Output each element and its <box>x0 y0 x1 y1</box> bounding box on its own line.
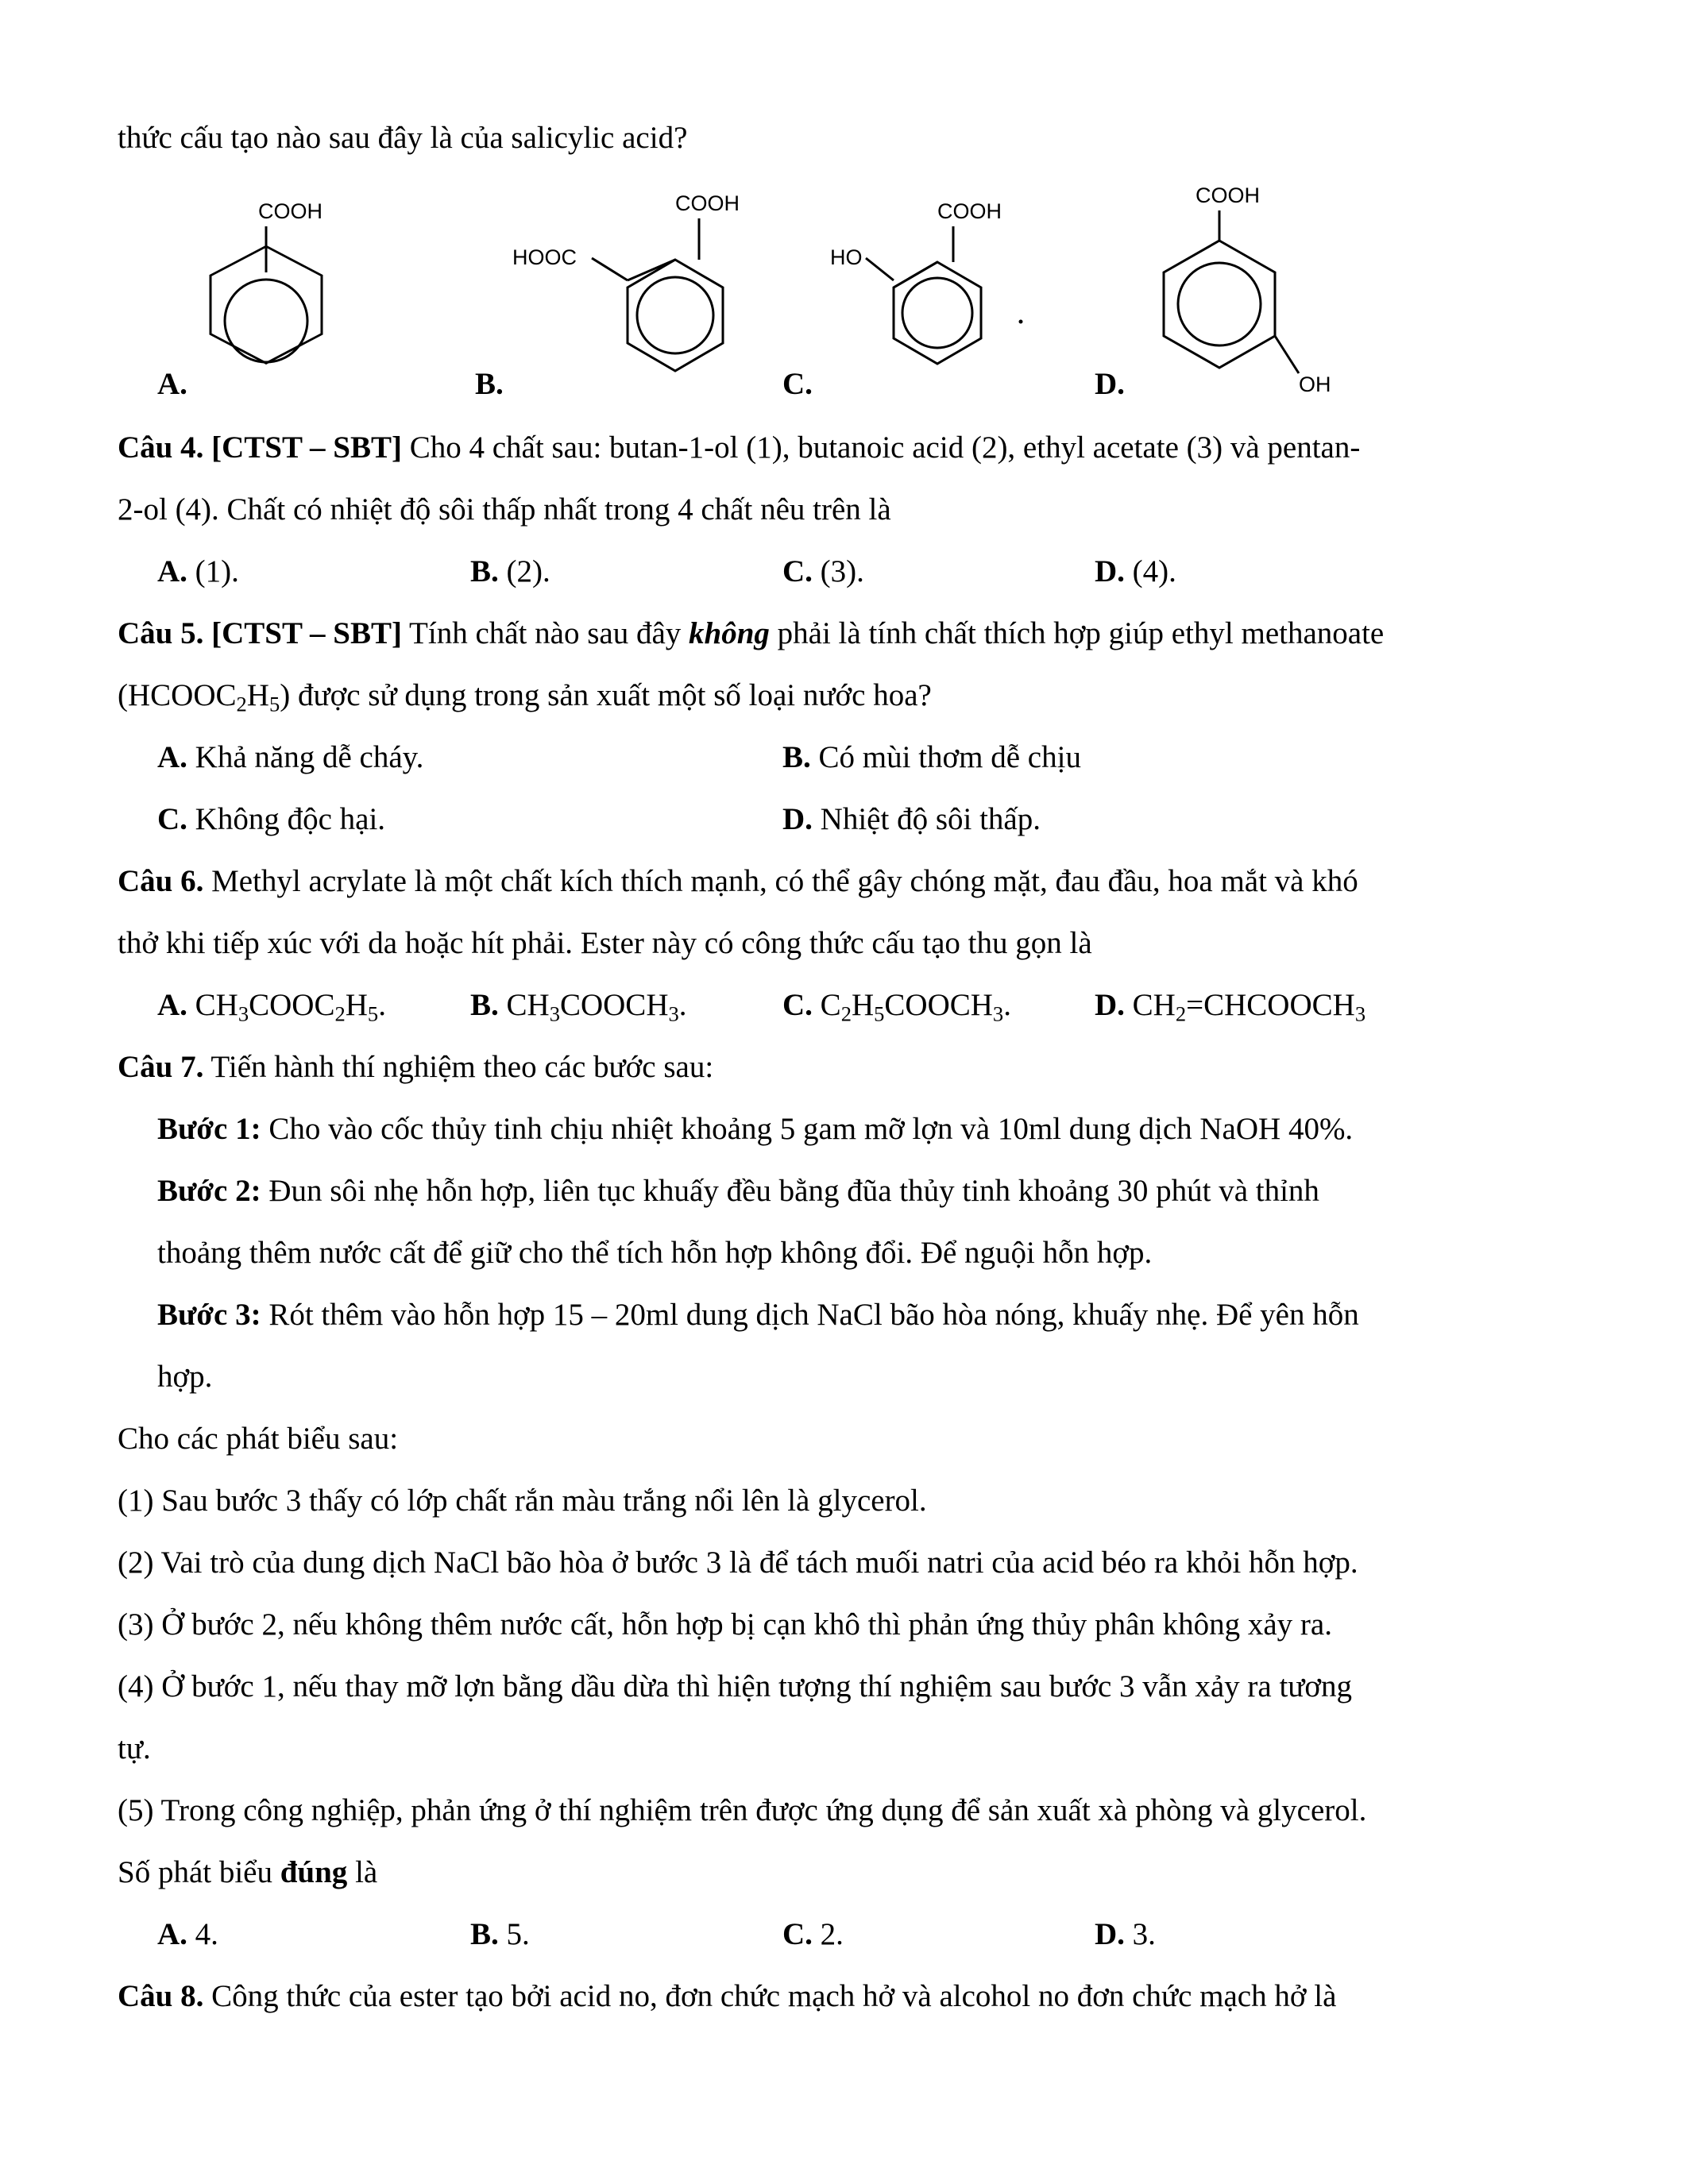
question-4-line-2: 2-ol (4). Chất có nhiệt độ sôi thấp nhất trong 4 chất nêu trên là <box>118 492 891 527</box>
structure-a-label: A. <box>157 367 187 401</box>
question-4-tag: [CTST – SBT] <box>211 430 402 465</box>
structure-c-cooh-label: COOH <box>937 199 1002 223</box>
structure-a <box>191 195 350 381</box>
q7-statement-1: (1) Sau bước 3 thấy có lớp chất rắn màu trắng nổi lên là glycerol. <box>118 1484 927 1518</box>
q7-step-1: Bước 1: Cho vào cốc thủy tinh chịu nhiệt khoảng 5 gam mỡ lợn và 10ml dung dịch NaOH 40%. <box>157 1112 1354 1146</box>
structure-d <box>1128 179 1335 397</box>
q7-statement-4-line-2: tự. <box>118 1731 151 1765</box>
question-5-line-1: Câu 5. [CTST – SBT] Tính chất nào sau đây không phải là tính chất thích hợp giúp ethyl methanoate <box>118 616 1385 650</box>
q4-option-b[interactable]: B. (2). <box>470 554 550 588</box>
structure-c-ho-label: HO <box>830 245 863 269</box>
structure-d-oh-label: OH <box>1299 372 1331 396</box>
structure-c-label: C. <box>782 367 813 401</box>
q7-option-b[interactable]: B. 5. <box>470 1917 530 1951</box>
q5-option-a[interactable]: A. Khả năng dễ cháy. <box>157 740 424 774</box>
q7-step-3-line-1: Bước 3: Rót thêm vào hỗn hợp 15 – 20ml dung dịch NaCl bão hòa nóng, khuấy nhẹ. Để yên hỗn <box>157 1298 1359 1332</box>
q7-statement-3: (3) Ở bước 2, nếu không thêm nước cất, hỗn hợp bị cạn khô thì phản ứng thủy phân không xảy ra. <box>118 1607 1332 1642</box>
question-4-number: Câu 4. <box>118 430 204 465</box>
q4-option-d[interactable]: D. (4). <box>1095 554 1176 588</box>
structure-d-label: D. <box>1095 367 1125 401</box>
q7-option-c[interactable]: C. 2. <box>782 1917 844 1951</box>
q5-option-c[interactable]: C. Không độc hại. <box>157 802 386 836</box>
q7-given: Cho các phát biểu sau: <box>118 1422 399 1456</box>
q5-option-d[interactable]: D. Nhiệt độ sôi thấp. <box>782 802 1041 836</box>
question-4-line-1 <box>118 429 1360 467</box>
q7-step-3-line-2: hợp. <box>157 1360 213 1394</box>
q7-step-2-line-2: thoảng thêm nước cất để giữ cho thể tích hỗn hợp không đổi. Để nguội hỗn hợp. <box>157 1236 1153 1270</box>
question-8-line-1: Câu 8. Công thức của ester tạo bởi acid no, đơn chức mạch hở và alcohol no đơn chức mạch hở là <box>118 1979 1337 2013</box>
q7-step-2-line-1: Bước 2: Đun sôi nhẹ hỗn hợp, liên tục khuấy đều bằng đũa thủy tinh khoảng 30 phút và thỉnh <box>157 1174 1319 1208</box>
question-4-text-1: Cho 4 chất sau: butan-1-ol (1), butanoic acid (2), ethyl acetate (3) và pentan- <box>401 430 1361 465</box>
structure-b <box>508 187 771 385</box>
structure-b-cooh-label: COOH <box>675 191 740 215</box>
question-7-intro: Câu 7. Tiến hành thí nghiệm theo các bước sau: <box>118 1050 714 1084</box>
structure-b-hooc-label: HOOC <box>512 245 577 269</box>
q7-option-d[interactable]: D. 3. <box>1095 1917 1156 1951</box>
q6-option-c[interactable]: C. $C_2H_5COOCH_3$. <box>782 988 1011 1026</box>
q6-option-d[interactable]: D. $CH_2=CHCOOCH_3$ <box>1095 988 1366 1026</box>
q5-option-b[interactable]: B. Có mùi thơm dễ chịu <box>782 740 1081 774</box>
question-6-line-1: Câu 6. Methyl acrylate là một chất kích thích mạnh, có thể gây chóng mặt, đau đầu, hoa mắt và khó <box>118 864 1358 898</box>
q6-option-a[interactable]: A. $CH_3COOC_2H_5$. <box>157 988 386 1026</box>
question-3-stem: thức cấu tạo nào sau đây là của salicylic acid? <box>118 121 688 155</box>
q6-option-b[interactable]: B. $CH_3COOCH_3$. <box>470 988 687 1026</box>
structure-b-label: B. <box>475 367 504 401</box>
structure-a-cooh-label: COOH <box>258 199 323 223</box>
question-5-line-2: $(HCOOC_2H_5)$ được sử dụng trong sản xuất một số loại nước hoa? <box>118 678 932 716</box>
q7-statement-4-line-1: (4) Ở bước 1, nếu thay mỡ lợn bằng dầu dừa thì hiện tượng thí nghiệm sau bước 3 vẫn xảy ra tương <box>118 1669 1353 1704</box>
q7-statement-2: (2) Vai trò của dung dịch NaCl bão hòa ở bước 3 là để tách muối natri của acid béo ra khỏi hỗn hợp. <box>118 1545 1358 1580</box>
question-6-line-2: thở khi tiếp xúc với da hoặc hít phải. Ester này có công thức cấu tạo thu gọn là <box>118 926 1092 960</box>
q4-option-a[interactable]: A. (1). <box>157 554 239 588</box>
q4-option-c[interactable]: C. (3). <box>782 554 864 588</box>
q7-option-a[interactable]: A. 4. <box>157 1917 218 1951</box>
q7-statement-5: (5) Trong công nghiệp, phản ứng ở thí nghiệm trên được ứng dụng để sản xuất xà phòng và glycerol. <box>118 1793 1367 1827</box>
structure-c <box>826 195 1041 385</box>
structure-d-cooh-label: COOH <box>1196 183 1260 207</box>
q7-ask: Số phát biểu đúng là <box>118 1855 378 1889</box>
